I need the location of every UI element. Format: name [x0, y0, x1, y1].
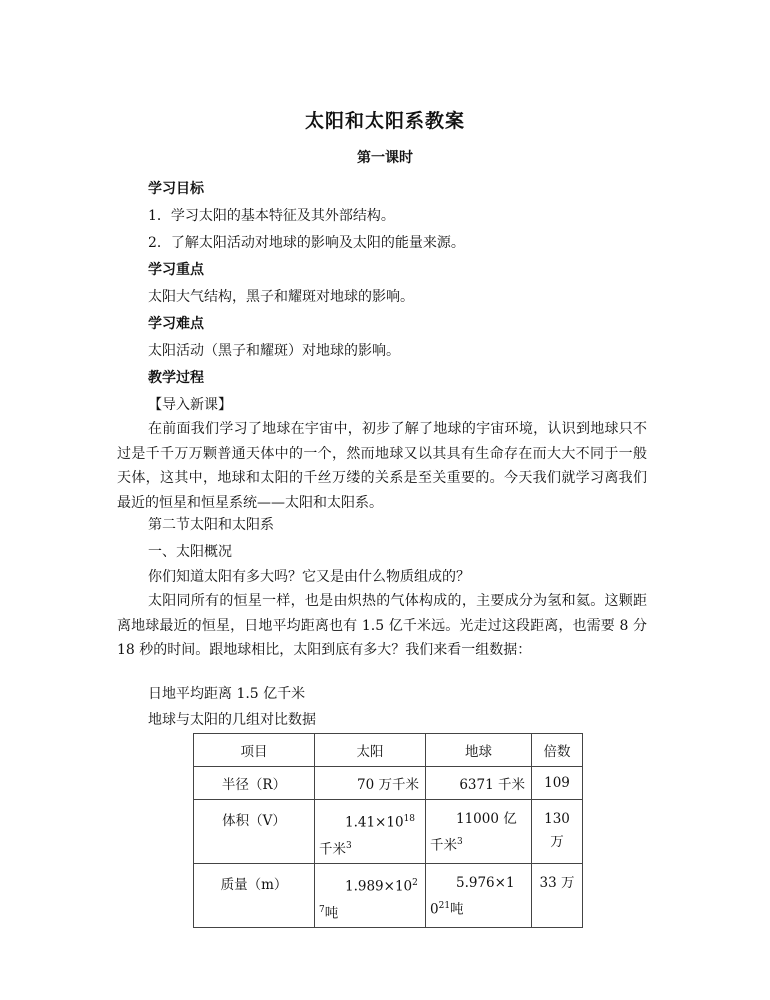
mass-ratio: 33 万 — [532, 864, 583, 928]
key-points-heading: 学习重点 — [148, 262, 204, 278]
mass-label: 质量（m） — [194, 864, 315, 928]
mass-sun-mantissa: 1.989×10 — [345, 878, 413, 895]
table-header-row — [194, 734, 583, 767]
mass-sun — [315, 864, 426, 928]
table-row — [194, 800, 583, 864]
mass-earth — [426, 864, 532, 928]
header-earth: 地球 — [426, 734, 532, 767]
header-ratio: 倍数 — [532, 734, 583, 767]
objective-item-1: 1．学习太阳的基本特征及其外部结构。 — [148, 208, 395, 224]
mass-sun-exponent: 2 — [412, 878, 418, 888]
distance-text: 日地平均距离 1.5 亿千米 — [148, 686, 306, 702]
header-item: 项目 — [194, 734, 315, 767]
volume-sun-unit: 千米 — [319, 841, 346, 857]
header-sun: 太阳 — [315, 734, 426, 767]
subsection-heading: 一、太阳概况 — [148, 544, 232, 560]
volume-earth — [426, 800, 532, 864]
volume-sun-mantissa: 1.41×10 — [345, 814, 404, 831]
mass-earth-exponent: 21 — [438, 901, 451, 911]
table-row — [194, 767, 583, 800]
lesson-subtitle: 第一课时 — [357, 150, 413, 166]
difficulties-text: 太阳活动（黑子和耀斑）对地球的影响。 — [148, 343, 400, 359]
volume-ratio: 130 万 — [532, 800, 583, 864]
volume-sun-unit-exponent: 3 — [346, 840, 352, 851]
sun-paragraph: 太阳同所有的恒星一样，也是由炽热的气体构成的，主要成分为氢和氦。这颗距离地球最近的恒星，日地平均距离也有 1.5 亿千米远。光走过这段距离，也需要 8 分 18 秒的时间。跟地球相比，太阳到底有多大？我们来看一组数据： — [117, 593, 647, 658]
intro-paragraph: 在前面我们学习了地球在宇宙中，初步了解了地球的宇宙环境，认识到地球只不过是千千万万颗普通天体中的一个，然而地球又以其具有生命存在而大大不同于一般天体，这其中，地球和太阳的千丝万缕的关系是至关重要的。今天我们就学习离我们最近的恒星和恒星系统——太阳和太阳系。 — [117, 421, 647, 511]
table-caption: 地球与太阳的几组对比数据 — [148, 712, 316, 728]
volume-sun — [315, 800, 426, 864]
objective-item-2: 2．了解太阳活动对地球的影响及太阳的能量来源。 — [148, 235, 465, 251]
volume-earth-value: 11000 亿 — [456, 811, 517, 827]
volume-sun-exponent: 18 — [403, 814, 416, 824]
mass-earth-unit: 吨 — [450, 901, 464, 918]
section-heading: 第二节太阳和太阳系 — [148, 517, 274, 533]
intro-label: 【导入新课】 — [148, 397, 232, 413]
process-heading: 教学过程 — [148, 370, 204, 386]
radius-sun: 70 万千米 — [315, 767, 426, 800]
volume-earth-unit: 千米 — [430, 837, 457, 854]
difficulties-heading: 学习难点 — [148, 316, 204, 332]
volume-earth-unit-exponent: 3 — [457, 837, 463, 847]
volume-label: 体积（V） — [194, 800, 315, 864]
document-title: 太阳和太阳系教案 — [304, 110, 465, 132]
mass-earth-mantissa-cont: 0 — [430, 901, 439, 918]
objectives-heading: 学习目标 — [148, 181, 204, 197]
radius-label: 半径（R） — [194, 767, 315, 800]
mass-sun-exponent-cont: 7 — [319, 904, 325, 915]
radius-earth: 6371 千米 — [426, 767, 532, 800]
table-row — [194, 864, 583, 928]
mass-earth-mantissa: 5.976×1 — [456, 875, 515, 891]
mass-sun-unit: 吨 — [324, 905, 339, 921]
key-points-text: 太阳大气结构，黑子和耀斑对地球的影响。 — [148, 289, 414, 305]
question-text: 你们知道太阳有多大吗？它又是由什么物质组成的？ — [148, 569, 470, 585]
radius-ratio: 109 — [532, 767, 583, 800]
comparison-table — [193, 733, 583, 928]
